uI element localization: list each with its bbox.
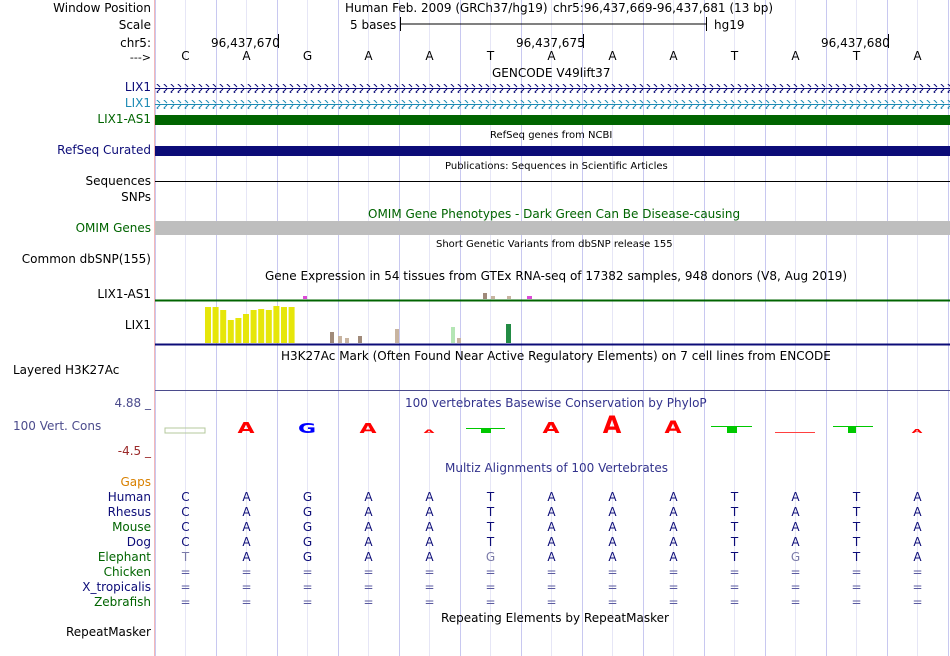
alignment-base: A	[791, 535, 800, 549]
alignment-base: A	[913, 490, 922, 504]
alignment-base: A	[913, 535, 922, 549]
alignment-base: A	[364, 490, 373, 504]
gtex-bar	[273, 306, 279, 343]
alignment-base: A	[608, 520, 617, 534]
db-label: hg19	[714, 18, 745, 32]
alignment-base: C	[181, 505, 190, 519]
alignment-base: A	[913, 550, 922, 564]
reference-base: C	[181, 49, 190, 63]
alignment-base: T	[486, 490, 495, 504]
gtex-bar	[220, 310, 226, 343]
gtex-title: Gene Expression in 54 tissues from GTEx RNA-seq of 17382 samples, 948 donors (V8, Aug 2019)	[265, 269, 848, 283]
alignment-base: =	[729, 595, 740, 609]
alignment-base: =	[912, 595, 923, 609]
track-label-common-dbsnp[interactable]: Common dbSNP(155)	[21, 252, 151, 266]
svg-text:A: A	[911, 427, 923, 435]
refseq-gene-bar[interactable]	[155, 146, 950, 156]
gtex-bar	[251, 310, 257, 343]
alignment-base: =	[485, 565, 496, 579]
species-label: Elephant	[97, 550, 151, 564]
alignment-base: =	[180, 565, 191, 579]
chromosome-label: chr5:	[120, 36, 151, 50]
omim-title: OMIM Gene Phenotypes - Dark Green Can Be Disease-causing	[368, 207, 741, 221]
track-label-repeatmasker[interactable]: RepeatMasker	[65, 625, 151, 639]
gtex-bar	[228, 320, 234, 343]
scale-label: Scale	[118, 18, 151, 32]
alignment-base: =	[302, 595, 313, 609]
track-label-snps[interactable]: SNPs	[121, 190, 151, 204]
alignment-base: A	[669, 550, 678, 564]
alignment-base: =	[912, 580, 923, 594]
track-label-lix1[interactable]: LIX1	[124, 80, 151, 94]
repeatmasker-title: Repeating Elements by RepeatMasker	[441, 611, 669, 625]
lix1-as1-gene-bar[interactable]	[155, 115, 950, 125]
refseq-title: RefSeq genes from NCBI	[490, 130, 613, 141]
track-label-layered-h3k27ac[interactable]: Layered H3K27Ac	[13, 363, 120, 377]
reference-base: A	[669, 49, 678, 63]
track-label-gtex-lix1[interactable]: LIX1	[124, 318, 151, 332]
alignment-base: =	[851, 595, 862, 609]
alignment-base: T	[730, 520, 739, 534]
track-label-refseq-curated[interactable]: RefSeq Curated	[57, 143, 151, 157]
alignment-base: A	[242, 535, 251, 549]
reference-base: T	[852, 49, 861, 63]
phylop-title: 100 vertebrates Basewise Conservation by PhyloP	[405, 396, 707, 410]
alignment-base: =	[729, 580, 740, 594]
strand-arrow-label: --->	[129, 51, 151, 64]
position-label: chr5:96,437,669-96,437,681 (13 bp)	[553, 1, 774, 15]
publications-title: Publications: Sequences in Scientific Articles	[445, 161, 668, 172]
alignment-base: G	[485, 550, 496, 564]
alignment-base: G	[302, 505, 313, 519]
reference-base: A	[608, 49, 617, 63]
alignment-base: C	[181, 535, 190, 549]
reference-base: T	[486, 49, 495, 63]
alignment-base: A	[913, 505, 922, 519]
alignment-base: G	[302, 490, 313, 504]
gtex-bar	[213, 307, 219, 343]
alignment-base: =	[912, 565, 923, 579]
alignment-base: A	[913, 520, 922, 534]
tick-label-3: 96,437,680	[821, 36, 890, 50]
scale-text: 5 bases	[350, 18, 397, 32]
track-label-100-vert-cons[interactable]: 100 Vert. Cons	[13, 419, 102, 433]
alignment-base: =	[241, 565, 252, 579]
gencode-title: GENCODE V49lift37	[492, 66, 611, 80]
alignment-base: =	[241, 580, 252, 594]
alignment-base: A	[425, 505, 434, 519]
alignment-base: =	[851, 580, 862, 594]
dbsnp-title: Short Genetic Variants from dbSNP release 155	[436, 239, 673, 250]
gtex-bar	[258, 309, 264, 343]
track-label-omim-genes[interactable]: OMIM Genes	[75, 221, 151, 235]
gtex-bar	[205, 307, 211, 343]
alignment-base: A	[669, 520, 678, 534]
reference-base: A	[425, 49, 434, 63]
alignment-base: A	[425, 490, 434, 504]
alignment-base: =	[424, 595, 435, 609]
alignment-base: A	[669, 535, 678, 549]
reference-base: G	[302, 49, 313, 63]
alignment-base: A	[364, 520, 373, 534]
publications-line	[155, 181, 950, 182]
alignment-base: T	[486, 535, 495, 549]
track-image-area[interactable]	[155, 0, 950, 656]
tick-label-2: 96,437,675	[516, 36, 585, 50]
alignment-base: A	[791, 520, 800, 534]
alignment-base: G	[302, 550, 313, 564]
alignment-base: T	[486, 520, 495, 534]
alignment-base: T	[852, 490, 861, 504]
alignment-base: =	[851, 565, 862, 579]
alignment-base: T	[852, 550, 861, 564]
track-label-lix1-as1[interactable]: LIX1-AS1	[97, 112, 151, 126]
alignment-base: =	[546, 595, 557, 609]
alignment-base: A	[608, 505, 617, 519]
alignment-base: T	[730, 550, 739, 564]
reference-base: A	[242, 49, 251, 63]
gtex-bar	[243, 314, 249, 343]
alignment-base: =	[241, 595, 252, 609]
alignment-base: =	[729, 565, 740, 579]
alignment-base: G	[790, 550, 801, 564]
track-label-gtex-lix1-as1[interactable]: LIX1-AS1	[97, 287, 151, 301]
gtex-bar	[266, 310, 272, 343]
alignment-base: T	[730, 535, 739, 549]
svg-text:A: A	[664, 417, 682, 438]
alignment-base: T	[486, 505, 495, 519]
alignment-base: =	[546, 565, 557, 579]
alignment-base: =	[363, 595, 374, 609]
alignment-base: A	[425, 535, 434, 549]
alignment-base: G	[302, 535, 313, 549]
species-label: Mouse	[112, 520, 151, 534]
phylop-logo[interactable]	[155, 408, 950, 438]
alignment-base: =	[790, 565, 801, 579]
species-label: X_tropicalis	[82, 580, 151, 594]
reference-base: A	[364, 49, 373, 63]
alignment-base: A	[669, 505, 678, 519]
assembly-label: Human Feb. 2009 (GRCh37/hg19)	[345, 1, 548, 15]
svg-text:A: A	[602, 411, 622, 438]
svg-text:G: G	[297, 421, 317, 437]
alignment-base: A	[791, 505, 800, 519]
alignment-base: A	[669, 490, 678, 504]
h3k27ac-title: H3K27Ac Mark (Often Found Near Active Regulatory Elements) on 7 cell lines from ENCODE	[281, 349, 831, 363]
alignment-base: T	[852, 535, 861, 549]
alignment-base: T	[730, 505, 739, 519]
phylop-min-label: -4.5 _	[117, 444, 151, 458]
track-label-sequences[interactable]: Sequences	[85, 174, 151, 188]
species-label: Rhesus	[107, 505, 151, 519]
alignment-base: =	[302, 565, 313, 579]
species-label: Chicken	[103, 565, 151, 579]
svg-text:A: A	[542, 419, 560, 438]
phylop-max-label: 4.88 _	[114, 396, 151, 410]
reference-base: T	[730, 49, 739, 63]
alignment-base: =	[668, 565, 679, 579]
alignment-base: A	[608, 490, 617, 504]
alignment-base: C	[181, 490, 190, 504]
alignment-base: A	[547, 505, 556, 519]
gene-track-graphic[interactable]	[155, 80, 950, 112]
alignment-base: =	[546, 580, 557, 594]
alignment-base: =	[668, 580, 679, 594]
alignment-base: =	[363, 565, 374, 579]
reference-base: A	[547, 49, 556, 63]
alignment-base: C	[181, 520, 190, 534]
alignment-base: A	[791, 490, 800, 504]
alignment-base: A	[608, 550, 617, 564]
gtex-bar	[235, 318, 241, 343]
alignment-base: A	[547, 535, 556, 549]
track-label-column	[0, 0, 153, 656]
alignment-base: =	[424, 580, 435, 594]
alignment-base: A	[547, 550, 556, 564]
alignment-base: =	[485, 595, 496, 609]
gtex-lix1-bars	[205, 306, 295, 343]
alignment-base: T	[730, 490, 739, 504]
species-label: Dog	[126, 535, 151, 549]
omim-bar[interactable]	[155, 221, 950, 235]
alignment-base: =	[363, 580, 374, 594]
alignment-base: =	[485, 580, 496, 594]
alignment-base: =	[790, 595, 801, 609]
alignment-base: A	[242, 550, 251, 564]
alignment-base: T	[852, 520, 861, 534]
alignment-base: A	[425, 550, 434, 564]
alignment-base: =	[180, 580, 191, 594]
alignment-base: =	[607, 595, 618, 609]
alignment-base: =	[607, 565, 618, 579]
species-label: Zebrafish	[94, 595, 151, 609]
gtex-bar	[289, 307, 295, 343]
alignment-base: =	[424, 565, 435, 579]
alignment-base: A	[425, 520, 434, 534]
alignment-base: =	[607, 580, 618, 594]
reference-base: A	[913, 49, 922, 63]
track-label-lix1-alt[interactable]: LIX1	[124, 96, 151, 110]
reference-base: A	[791, 49, 800, 63]
multiz-title: Multiz Alignments of 100 Vertebrates	[445, 461, 669, 475]
alignment-base: A	[242, 490, 251, 504]
alignment-base: T	[852, 505, 861, 519]
alignment-base: =	[668, 595, 679, 609]
tick-label-1: 96,437,670	[211, 36, 280, 50]
alignment-base: =	[302, 580, 313, 594]
h3k27ac-baseline	[155, 390, 950, 391]
alignment-base: A	[608, 535, 617, 549]
svg-text:A: A	[359, 421, 377, 437]
alignment-base: A	[364, 505, 373, 519]
svg-text:A: A	[423, 429, 435, 435]
alignment-base: A	[242, 505, 251, 519]
gtex-bar	[281, 307, 287, 343]
species-label: Human	[107, 490, 151, 504]
alignment-base: G	[302, 520, 313, 534]
alignment-base: A	[364, 535, 373, 549]
track-label-gaps: Gaps	[120, 475, 151, 489]
window-position-label: Window Position	[53, 1, 151, 15]
alignment-base: A	[547, 490, 556, 504]
alignment-base: A	[242, 520, 251, 534]
alignment-base: T	[181, 550, 190, 564]
gtex-graphic[interactable]	[155, 284, 950, 348]
alignment-base: =	[180, 595, 191, 609]
alignment-base: A	[547, 520, 556, 534]
alignment-base: A	[364, 550, 373, 564]
alignment-base: =	[790, 580, 801, 594]
svg-text:A: A	[237, 419, 255, 438]
